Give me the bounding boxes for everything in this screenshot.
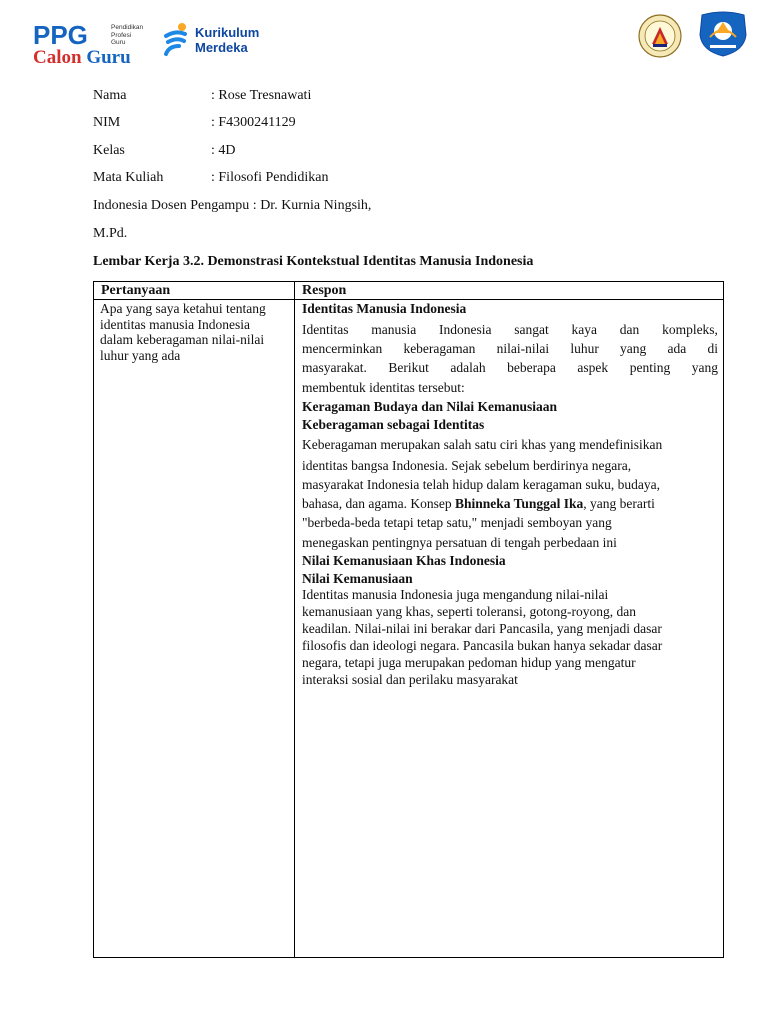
question-cell: Apa yang saya ketahui tentang identitas manusia Indonesia dalam keberagaman nilai-nilai luhur yang ada: [100, 301, 266, 363]
paragraph-line: keadilan. Nilai-nilai ini berakar dari Pancasila, yang menjadi dasar: [302, 621, 662, 636]
ppg-logo-subtitle: Pendidikan Profesi Guru: [111, 24, 144, 46]
word: mencerminkan: [302, 341, 383, 356]
word: yang: [620, 341, 647, 356]
merdeka-text: Merdeka: [195, 40, 248, 55]
paragraph-line: Identitas manusia Indonesia juga mengandung nilai-nilai: [302, 587, 609, 602]
paragraph-line: menegaskan pentingnya persatuan di tengah perbedaan ini: [302, 535, 617, 550]
dosen-title-suffix: M.Pd.: [93, 226, 128, 241]
section-subheading: Keberagaman sebagai Identitas: [302, 417, 485, 432]
paragraph-line: interaksi sosial dan perilaku masyarakat: [302, 672, 518, 687]
paragraph-line: Keberagaman merupakan salah satu ciri khas yang mendefinisikan: [302, 437, 663, 452]
word: keberagaman: [403, 341, 476, 356]
word: luhur: [570, 341, 599, 356]
nama-value: : Rose Tresnawati: [211, 88, 312, 103]
nim-value: : F4300241129: [211, 115, 296, 130]
word: nilai-nilai: [496, 341, 550, 356]
calon-guru-wordmark: Calon Guru: [33, 47, 131, 68]
column-divider: [294, 282, 295, 957]
response-heading: Identitas Manusia Indonesia: [302, 301, 467, 316]
word: masyarakat.: [302, 360, 367, 375]
word: adalah: [450, 360, 486, 375]
column-header-pertanyaan: Pertanyaan: [101, 283, 171, 298]
word: yang: [691, 360, 718, 375]
ppg-calon-guru-logo: [33, 20, 163, 68]
word: aspek: [577, 360, 609, 375]
mata-kuliah-label: Mata Kuliah: [93, 170, 164, 185]
section-subheading: Nilai Kemanusiaan: [302, 571, 413, 586]
kurikulum-text: Kurikulum: [195, 25, 260, 40]
section-heading: Keragaman Budaya dan Nilai Kemanusiaan: [302, 399, 558, 414]
tut-wuri-handayani-icon: [696, 11, 750, 57]
kelas-label: Kelas: [93, 143, 125, 158]
worksheet-title: Lembar Kerja 3.2. Demonstrasi Kontekstual Identitas Manusia Indonesia: [93, 254, 534, 269]
university-seal-icon: [638, 14, 682, 58]
word: beberapa: [507, 360, 556, 375]
header-divider: [94, 299, 723, 300]
nama-label: Nama: [93, 88, 127, 103]
word: kaya: [571, 322, 598, 337]
dosen-pengampu-line: Indonesia Dosen Pengampu : Dr. Kurnia Ningsih,: [93, 198, 372, 213]
intro-line: [302, 341, 718, 357]
paragraph-line: "berbeda-beda tetapi tetap satu," menjadi semboyan yang: [302, 515, 612, 530]
nim-label: NIM: [93, 115, 121, 130]
worksheet-table: [93, 281, 724, 958]
word: sangat: [514, 322, 549, 337]
word: Identitas: [302, 322, 349, 337]
word: penting: [629, 360, 671, 375]
ppg-logo-letters: PPG: [33, 20, 88, 50]
paragraph-line: masyarakat Indonesia telah hidup dalam keragaman suku, budaya,: [302, 477, 661, 492]
word: manusia: [371, 322, 417, 337]
paragraph-line: negara, tetapi juga merupakan pedoman hidup yang mengatur: [302, 655, 636, 670]
mata-kuliah-value: : Filosofi Pendidikan: [211, 170, 329, 185]
paragraph-line: bahasa, dan agama. Konsep Bhinneka Tunggal Ika, yang berarti: [302, 496, 655, 511]
intro-line: [302, 360, 718, 376]
word: kompleks,: [662, 322, 718, 337]
kelas-value: : 4D: [211, 143, 236, 158]
word: di: [707, 341, 718, 356]
bhinneka-tunggal-ika: Bhinneka Tunggal Ika: [454, 496, 584, 511]
paragraph-line: kemanusiaan yang khas, seperti toleransi, gotong-royong, dan: [302, 604, 637, 619]
intro-line: [302, 322, 718, 338]
section-heading: Nilai Kemanusiaan Khas Indonesia: [302, 553, 506, 568]
word: ada: [667, 341, 687, 356]
column-header-respon: Respon: [302, 283, 347, 298]
paragraph-line: identitas bangsa Indonesia. Sejak sebelum berdirinya negara,: [302, 458, 632, 473]
intro-line-last: membentuk identitas tersebut:: [302, 380, 465, 395]
paragraph-line: filosofis dan ideologi negara. Pancasila bukan hanya sekadar dasar: [302, 638, 663, 653]
word: dan: [619, 322, 640, 337]
word: Indonesia: [439, 322, 492, 337]
word: Berikut: [388, 360, 429, 375]
kurikulum-merdeka-icon: [163, 22, 189, 58]
kurikulum-merdeka-logo: [163, 22, 283, 62]
